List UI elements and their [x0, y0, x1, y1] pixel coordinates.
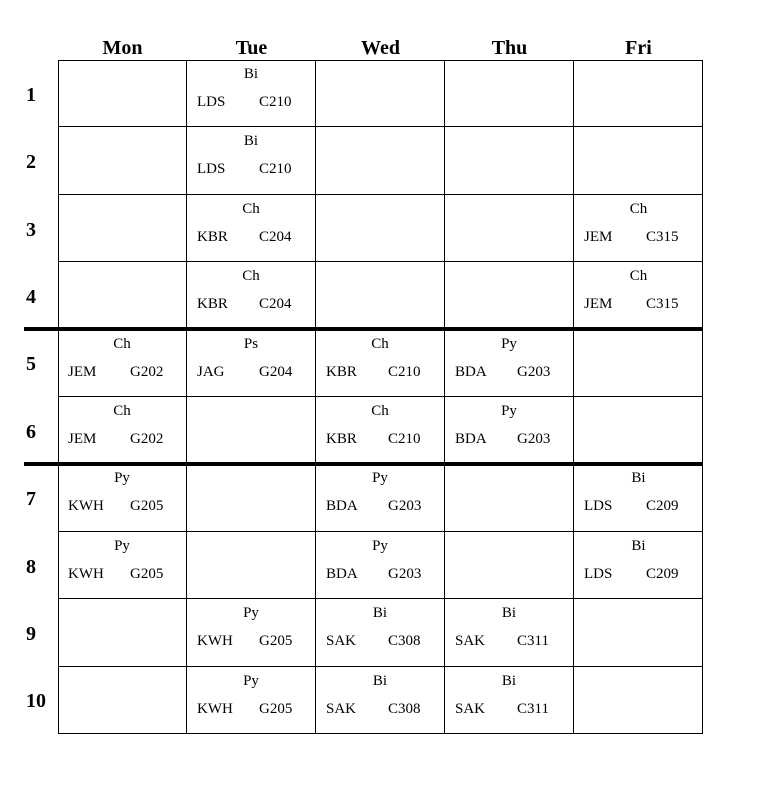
- empty-cell: [187, 532, 316, 599]
- period-label-8: 8: [26, 555, 36, 578]
- empty-cell: [574, 667, 703, 734]
- lesson-subject: Ch: [371, 335, 389, 352]
- lesson-subject: Py: [114, 470, 130, 487]
- lesson-room: G203: [517, 363, 551, 380]
- lesson-cell: [187, 195, 316, 262]
- day-header-tue: Tue: [235, 37, 268, 59]
- lesson-room: C204: [259, 228, 292, 245]
- empty-cell: [445, 532, 574, 599]
- lesson-teacher: SAK: [455, 700, 486, 717]
- lesson-subject: Bi: [631, 537, 646, 554]
- empty-cell: [316, 195, 445, 262]
- period-label-7: 7: [26, 488, 36, 511]
- lesson-room: C308: [388, 700, 421, 717]
- period-label-9: 9: [26, 622, 36, 645]
- lesson-teacher: JEM: [584, 228, 613, 245]
- lesson-subject: Bi: [372, 605, 388, 622]
- lesson-cell: [316, 397, 445, 464]
- lesson-cell: [187, 262, 316, 329]
- lesson-cell: [574, 464, 703, 531]
- day-header-fri: Fri: [625, 37, 652, 59]
- lesson-cell: [574, 532, 703, 599]
- lesson-teacher: SAK: [326, 633, 357, 650]
- lesson-room: C210: [388, 363, 421, 380]
- empty-cell: [316, 127, 445, 194]
- lesson-teacher: KWH: [68, 498, 104, 515]
- empty-cell: [574, 397, 703, 464]
- lesson-teacher: LDS: [197, 161, 226, 178]
- lesson-room: C308: [388, 633, 421, 650]
- lesson-teacher: SAK: [455, 633, 486, 650]
- lesson-cell: [58, 330, 187, 397]
- empty-cell: [187, 464, 316, 531]
- lesson-cell: [187, 599, 316, 666]
- period-label-3: 3: [26, 218, 36, 241]
- lesson-subject: Bi: [243, 66, 259, 82]
- lesson-subject: Bi: [372, 672, 388, 689]
- lesson-teacher: LDS: [197, 94, 226, 110]
- empty-cell: [445, 262, 574, 329]
- lesson-room: G203: [517, 431, 551, 447]
- lesson-room: C209: [646, 565, 679, 582]
- empty-cell: [574, 330, 703, 397]
- lesson-subject: Py: [372, 470, 388, 487]
- lesson-cell: [187, 60, 316, 127]
- lesson-teacher: JEM: [68, 363, 97, 380]
- lesson-room: C210: [388, 431, 421, 447]
- lesson-room: C210: [259, 94, 292, 110]
- lesson-cell: [445, 330, 574, 397]
- lesson-room: G202: [130, 363, 164, 380]
- lesson-cell: [58, 532, 187, 599]
- lesson-cell: [316, 330, 445, 397]
- lesson-teacher: LDS: [584, 498, 613, 515]
- lesson-teacher: KBR: [197, 296, 228, 313]
- empty-cell: [445, 127, 574, 194]
- lesson-subject: Py: [501, 403, 517, 419]
- day-header-mon: Mon: [102, 37, 143, 59]
- lesson-subject: Ch: [113, 403, 131, 419]
- empty-cell: [574, 599, 703, 666]
- empty-cell: [58, 60, 187, 127]
- empty-cell: [58, 195, 187, 262]
- lesson-cell: [316, 667, 445, 734]
- empty-cell: [574, 127, 703, 194]
- break-divider-1: [24, 327, 703, 331]
- lesson-teacher: JEM: [68, 431, 97, 447]
- lesson-teacher: BDA: [326, 498, 358, 515]
- lesson-cell: [445, 397, 574, 464]
- lesson-teacher: LDS: [584, 565, 613, 582]
- day-header-thu: Thu: [491, 37, 528, 59]
- lesson-cell: [574, 195, 703, 262]
- period-label-1: 1: [26, 83, 36, 106]
- empty-cell: [58, 667, 187, 734]
- period-label-6: 6: [26, 420, 36, 443]
- lesson-room: G205: [130, 565, 164, 582]
- break-divider-2: [24, 462, 703, 466]
- empty-cell: [58, 127, 187, 194]
- lesson-teacher: BDA: [326, 565, 358, 582]
- lesson-room: G205: [259, 633, 293, 650]
- lesson-subject: Py: [501, 335, 517, 352]
- lesson-subject: Ch: [113, 335, 131, 352]
- empty-cell: [445, 60, 574, 127]
- lesson-room: G205: [259, 700, 293, 717]
- empty-cell: [445, 464, 574, 531]
- lesson-subject: Py: [372, 537, 388, 554]
- period-label-5: 5: [26, 353, 36, 376]
- lesson-subject: Bi: [501, 605, 517, 622]
- lesson-subject: Py: [114, 537, 130, 554]
- lesson-teacher: KBR: [326, 431, 357, 447]
- lesson-teacher: KWH: [197, 700, 233, 717]
- lesson-cell: [187, 127, 316, 194]
- lesson-cell: [316, 532, 445, 599]
- lesson-teacher: BDA: [455, 363, 487, 380]
- lesson-subject: Bi: [631, 470, 646, 487]
- lesson-room: C311: [517, 633, 549, 650]
- lesson-cell: [58, 397, 187, 464]
- lesson-cell: [58, 464, 187, 531]
- lesson-subject: Ch: [242, 268, 260, 285]
- lesson-subject: Ch: [629, 200, 648, 217]
- lesson-teacher: KWH: [68, 565, 104, 582]
- lesson-teacher: SAK: [326, 700, 357, 717]
- lesson-teacher: KBR: [197, 228, 228, 245]
- lesson-room: C209: [646, 498, 679, 515]
- lesson-subject: Ps: [243, 335, 259, 352]
- lesson-room: G202: [130, 431, 164, 447]
- lesson-teacher: JAG: [197, 363, 225, 380]
- lesson-cell: [187, 667, 316, 734]
- lesson-cell: [316, 464, 445, 531]
- lesson-subject: Ch: [242, 200, 260, 217]
- lesson-subject: Ch: [371, 403, 389, 419]
- lesson-teacher: BDA: [455, 431, 487, 447]
- lesson-room: G204: [259, 363, 293, 380]
- lesson-teacher: KWH: [197, 633, 233, 650]
- empty-cell: [58, 599, 187, 666]
- day-header-wed: Wed: [361, 37, 400, 59]
- lesson-room: C210: [259, 161, 292, 178]
- empty-cell: [316, 262, 445, 329]
- lesson-subject: Py: [243, 605, 259, 622]
- period-label-2: 2: [26, 151, 36, 174]
- lesson-cell: [316, 599, 445, 666]
- lesson-teacher: KBR: [326, 363, 357, 380]
- lesson-room: G205: [130, 498, 164, 515]
- empty-cell: [574, 60, 703, 127]
- lesson-room: C315: [646, 228, 679, 245]
- period-label-4: 4: [26, 285, 36, 308]
- lesson-room: C315: [646, 296, 679, 313]
- lesson-room: C204: [259, 296, 292, 313]
- timetable-grid: [58, 60, 703, 734]
- empty-cell: [445, 195, 574, 262]
- lesson-room: G203: [388, 565, 422, 582]
- empty-cell: [316, 60, 445, 127]
- lesson-cell: [445, 599, 574, 666]
- lesson-cell: [445, 667, 574, 734]
- lesson-subject: Py: [243, 672, 259, 689]
- lesson-subject: Bi: [501, 672, 517, 689]
- lesson-subject: Ch: [629, 268, 648, 285]
- lesson-cell: [574, 262, 703, 329]
- lesson-room: G203: [388, 498, 422, 515]
- lesson-room: C311: [517, 700, 549, 717]
- lesson-teacher: JEM: [584, 296, 613, 313]
- lesson-subject: Bi: [243, 133, 259, 150]
- lesson-cell: [187, 330, 316, 397]
- period-label-10: 10: [26, 690, 46, 713]
- empty-cell: [58, 262, 187, 329]
- empty-cell: [187, 397, 316, 464]
